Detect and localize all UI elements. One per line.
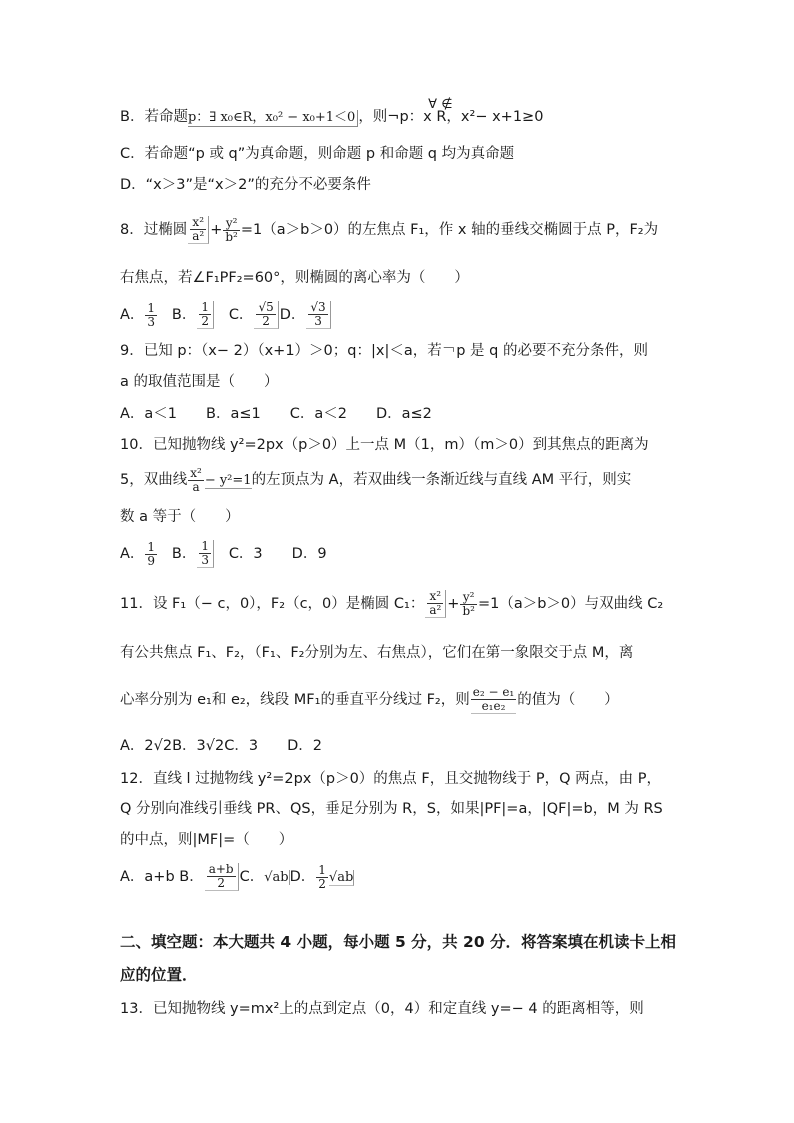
- section-2-heading-line-2: 应的位置．: [120, 966, 198, 984]
- q8-frac2-den: b²: [225, 229, 238, 244]
- q12-line-3: 的中点，则|MF|=（ ）: [120, 832, 294, 848]
- q8-fraction-x2-a2: [188, 216, 209, 244]
- q7-option-d: D．“x＞3”是“x＞2”的充分不必要条件: [120, 177, 371, 193]
- q8-option-d-label: D．: [279, 307, 306, 323]
- q8-stem-b: =1（a＞b＞0）的左焦点 F₁，作 x 轴的垂线交椭圆于点 P，F₂为: [240, 222, 659, 238]
- q7-option-b: [120, 97, 544, 127]
- q10-option-b-value: [197, 540, 214, 568]
- q12-option-d-root: √ab: [328, 870, 354, 885]
- q12-option-d-fraction: [316, 864, 328, 891]
- q11-plus: +: [447, 596, 460, 612]
- q8-option-d-num: √3: [310, 300, 326, 314]
- q8-option-c-den: 2: [256, 314, 275, 328]
- q10-option-a-label: A．: [120, 546, 145, 562]
- q8-plus: +: [210, 222, 223, 238]
- q8-stem-a: 8．过椭圆: [120, 222, 188, 238]
- q10-option-b-label: B．: [171, 546, 197, 562]
- q10-option-a-value: [145, 541, 157, 568]
- q7-option-c: C．若命题“p 或 q”为真命题，则命题 p 和命题 q 均为真命题: [120, 146, 515, 162]
- q12-option-b-den: 2: [207, 876, 236, 890]
- q8-line-2: 右焦点，若∠F₁PF₂=60°，则椭圆的离心率为（ ）: [120, 270, 469, 286]
- q10-equation: − y²=1: [204, 473, 252, 488]
- q12-option-d-label: D．: [289, 869, 316, 885]
- q11-stem-d: 的值为（ ）: [517, 692, 619, 708]
- q8-option-b-den: 2: [201, 314, 209, 328]
- q8-option-b-value: [197, 301, 214, 329]
- q11-fraction-e: [471, 686, 517, 714]
- q12-option-b-num: a+b: [208, 862, 234, 876]
- q8-frac2-num: y²: [225, 215, 238, 230]
- q12-option-c-label: C．: [239, 869, 265, 885]
- q11-frac3-num: e₂ − e₁: [472, 685, 515, 699]
- q10-stem-a: 5，双曲线: [120, 472, 188, 488]
- q12-option-a: A．a+b B．: [120, 869, 204, 885]
- q7-b-negation-text: x R，x²− x+1≥0: [423, 109, 544, 125]
- q8-option-c-value: [254, 301, 278, 329]
- q11-fraction-x2-a2: [425, 590, 446, 618]
- q10-fraction-x2-a: [188, 467, 204, 494]
- q7-b-negation-symbols: ∀ ∉: [428, 97, 453, 112]
- q10-line-3: 数 a 等于（ ）: [120, 509, 240, 525]
- q12-option-c-value: √ab: [264, 870, 289, 885]
- q9-options: A．a＜1 B．a≤1 C．a＜2 D．a≤2: [120, 406, 432, 422]
- q12-option-b-value: [205, 863, 239, 891]
- q11-line-3: [120, 682, 619, 718]
- q8-frac1-den: a²: [192, 229, 205, 243]
- q11-options: A．2√2B．3√2C．3 D．2: [120, 738, 322, 754]
- q10-options: [120, 538, 327, 570]
- q7-b-negation: [423, 97, 544, 125]
- q8-option-c-num: √5: [258, 300, 274, 314]
- q8-options: [120, 300, 332, 330]
- q11-frac1-num: x²: [429, 589, 442, 603]
- q8-option-a-label: A．: [120, 307, 145, 323]
- q11-stem-c: 心率分别为 e₁和 e₂，线段 MF₁的垂直平分线过 F₂，则: [120, 692, 470, 708]
- q10-option-a-den: 9: [147, 553, 156, 568]
- q13-line-1: 13．已知抛物线 y=mx²上的点到定点（0，4）和定直线 y=− 4 的距离相等，则: [120, 1001, 644, 1017]
- q8-option-b-label: B．: [171, 307, 197, 323]
- q11-frac3-den: e₁e₂: [471, 699, 517, 713]
- q10-option-a-num: 1: [147, 539, 156, 554]
- q10-stem-c: 的左顶点为 A，若双曲线一条渐近线与直线 AM 平行，则实: [251, 472, 632, 488]
- q7-b-mid: ，则¬p：: [358, 109, 424, 125]
- q8-frac1-num: x²: [192, 215, 204, 229]
- section-2-heading-line-1: 二、填空题：本大题共 4 小题，每小题 5 分，共 20 分．将答案填在机读卡上相: [120, 933, 677, 951]
- q12-option-d-num: 1: [318, 862, 326, 877]
- q11-stem-b: =1（a＞b＞0）与双曲线 C₂: [477, 596, 664, 612]
- q8-fraction-y2-b2: [223, 217, 240, 244]
- q10-line-2: [120, 463, 631, 498]
- q11-frac1-den: a²: [429, 603, 442, 617]
- q12-options: [120, 860, 354, 895]
- q11-line-1: [120, 585, 663, 623]
- q11-fraction-y2-b2: [460, 591, 477, 618]
- q10-line-1: 10．已知抛物线 y²=2px（p＞0）上一点 M（1，m）（m＞0）到其焦点的距离为: [120, 437, 649, 453]
- q7-b-prefix: B．若命题: [120, 109, 188, 125]
- q9-line-2: a 的取值范围是（ ）: [120, 374, 279, 390]
- q10-frac-den: a: [188, 480, 204, 494]
- q11-stem-a: 11．设 F₁（− c，0），F₂（c，0）是椭圆 C₁：: [120, 596, 425, 612]
- q11-frac2-num: y²: [462, 589, 475, 604]
- q9-line-1: 9．已知 p：（x− 2）（x+1）＞0；q：|x|＜a，若￢p 是 q 的必要不充分条件，则: [120, 343, 648, 359]
- q8-option-d-den: 3: [308, 314, 327, 328]
- q10-frac-num: x²: [190, 465, 202, 480]
- q8-option-b-num: 1: [201, 300, 209, 314]
- q12-line-1: 12．直线 l 过抛物线 y²=2px（p＞0）的焦点 F，且交抛物线于 P，Q 两点，由 P，: [120, 771, 661, 787]
- q12-line-2: Q 分别向准线引垂线 PR、QS，垂足分别为 R，S，如果|PF|=a，|QF|=b，M 为 RS: [120, 801, 663, 817]
- q8-option-a-den: 3: [147, 314, 156, 329]
- q8-option-a-num: 1: [147, 300, 156, 315]
- q7-b-proposition: p：∃ x₀∈R，x₀² − x₀+1＜0: [188, 110, 358, 127]
- q8-option-d-value: [306, 301, 330, 329]
- q8-option-c-label: C．: [228, 307, 254, 323]
- q8-line-1: [120, 213, 658, 247]
- q8-option-a-value: [145, 302, 157, 329]
- q11-frac2-den: b²: [462, 603, 475, 618]
- q11-line-2: 有公共焦点 F₁、F₂，（F₁、F₂分别为左、右焦点），它们在第一象限交于点 M，离: [120, 645, 634, 661]
- q10-option-b-num: 1: [201, 539, 209, 553]
- q12-option-d-den: 2: [318, 876, 326, 891]
- q10-option-b-den: 3: [201, 553, 209, 567]
- q10-option-cd: C．3 D．9: [228, 546, 327, 562]
